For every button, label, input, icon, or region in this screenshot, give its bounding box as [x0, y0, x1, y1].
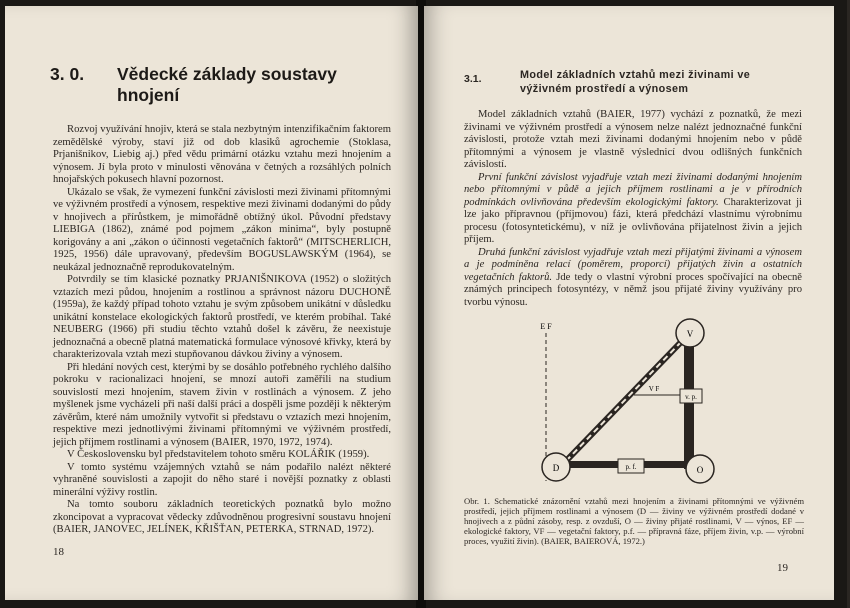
paragraph: V Československu byl představitelem tohoto směru KOLÁŘIK (1959). [67, 449, 370, 460]
page-number: 19 [777, 562, 788, 574]
figure-caption: Obr. 1. Schematické znázornění vztahů mezi hnojením a živinami přítomnými ve výživném prostředí, jejich příjmem rostlinami a výnosem (D — živiny ve výživném prostředí dodané v hnojivech a z půdní zásoby, resp. z ovzduší, O — živiny přijaté rostlinami, V — výnos, EF — ekologické faktory, VF — vegetační faktory, p.f. — přípravná fáze, příjem živin, v.p. — výrobní proces, využití živin). (BAIER, BAIEROVÁ, 1972.) [464, 496, 804, 546]
box-vp-label: v. p. [685, 393, 697, 401]
vf-label: V F [648, 385, 660, 393]
paragraph: Model základních vztahů (BAIER, 1977) vychází z poznatků, že mezi živinami ve výživném prostředí a výnosem nelze nalézt jednoznačné funkční závislosti, protože vztah mezi živinami dodanými hnojením nebo v půdě přítomnými a výnosem je vlastně výslednicí dvou odlišných funkčních závislostí. [464, 109, 802, 170]
italic-statement: Druhá funkční závislost vyjadřuje vztah mezi přijatými živinami a výnosem a je podmíněna relací (poměrem, proporcí) přijatých živin a ostatních vegetačních faktorů. [464, 246, 802, 283]
box-pf-label: p. f. [625, 463, 637, 471]
paragraph-continuation: Jde tedy o vlastní výrobní proces spočívající na obecně známých principech fotosyntézy, v němž jsou přijaté živiny využívány pro tvorbu výnosu. [464, 271, 803, 308]
page-number: 18 [53, 546, 64, 558]
paragraph: Při hledání nových cest, kterými by se dosáhlo potřebného rychlého dalšího pokroku v racionalizaci hnojení, se mnozí autoři zaměřili na studium souvislostí mezi hnojením, stavem živin v rostlinách a výnosem. Z jeho myšlenek jsme vycházeli při naší další práci a dospěli jsme později k některým závěrům, které nám umožnily vytvořit si představu o vztazích mezi hnojením, respektive mezi jednotlivými živinami přítomnými ve výživném prostředí, jejich příjmem rostlinami a výnosem (BAIER, 1970, 1972, 1974). [53, 361, 391, 448]
paragraph-continuation: Charakterizovat ji lze jako přípravnou (příjmovou) fázi, která předchází vlastnímu výrobnímu procesu (fotosyntetickému), v níž je ovlivňována přijatelnost živin a jejich příjem. [464, 196, 802, 245]
right-body-text [464, 109, 802, 309]
nutrient-relations-diagram [530, 311, 750, 489]
section-title: Model základních vztahů mezi živinami ve výživném prostředí a výnosem [520, 69, 751, 95]
right-page [424, 6, 834, 600]
node-d-label: D [552, 463, 560, 473]
paragraph [464, 247, 802, 310]
chapter-number: 3. 0. [50, 64, 85, 84]
bar-o-v [684, 339, 694, 469]
node-v-label: V [686, 329, 694, 339]
ef-label: E F [540, 322, 552, 331]
section-number: 3.1. [464, 73, 482, 85]
paragraph: V tomto systému vzájemných vztahů se nám podařilo nalézt některé vyhraněné souvislosti a zapojit do něho staré i novější poznatky z oblasti minerální výživy rostlin. [53, 461, 391, 498]
left-body-text [53, 124, 391, 537]
paragraph: Rozvoj využívání hnojiv, která se stala nezbytným intenzifikačním faktorem zemědělské výroby, staví již od dob klasiků agrochemie (Stoklasa, Prjanišnikov, Liebig aj.) před vědu primární otázku vztahu mezi hnojením a výnosem. Jí byla proto v minulosti věnována v četných a rozsáhlých polních hnojařských pokusech hlavní pozornost. [53, 124, 391, 185]
left-page [5, 6, 418, 600]
diagonal-dash [566, 341, 682, 461]
paragraph [464, 172, 802, 247]
node-o-label: O [696, 465, 704, 475]
chapter-title: Vědecké základy soustavy hnojení [117, 64, 337, 105]
paragraph: Potvrdily se tím klasické poznatky PRJANIŠNIKOVA (1952) o složitých vztazích mezi půdou, hnojením a rostlinou a správnost názoru DUCHONĚ (1959a), že každý případ tohoto vztahu je svým způsobem unikátní v důsledku unikátní konstelace ekologických faktorů prostředí, ve kterém probíhal. Také NEUBERG (1966) při studiu těchto vztahů došel k závěru, že neexistuje jednoznačná a obecně platná matematická formulace výnosové křivky, která by charakterizovala vztah mezi stupňovanou dávkou živiny a výnosem. [53, 274, 391, 360]
paragraph: Na tomto souboru základních teoretických poznatků bylo možno zkoncipovat a vypracovat vědecky zdůvodněnou progresivní soustavu hnojení (BAIER, JANOVEC, JELÍNEK, KŘIŠŤAN, PETERKA, STRNAD, 1972). [53, 499, 391, 535]
italic-statement: První funkční závislost vyjadřuje vztah mezi živinami dodanými hnojením nebo přítomnými v půdě a jejich příjmem rostlinami a je v přírodních podmínkách ovlivňována především ekologickými faktory. [464, 171, 802, 208]
paragraph: Ukázalo se však, že vymezení funkční závislosti mezi živinami přítomnými ve výživném prostředí a výnosem, respektive mezi živinami dodanými do půdy v hnojivech a přírůstkem, je mimořádně obtížný úkol. Původní představy LIEBIGA (1862), známé pod pojmem „zákon minima“, byly postupně korigovány a ani „zákon o účinnosti vegetačních faktorů“ (MITSCHERLICH, 1925, 1956) dále upravovaný, především BOGUSLAWSKÝM (1964), se neukázal jednoznačně reprodukovatelným. [53, 186, 391, 273]
